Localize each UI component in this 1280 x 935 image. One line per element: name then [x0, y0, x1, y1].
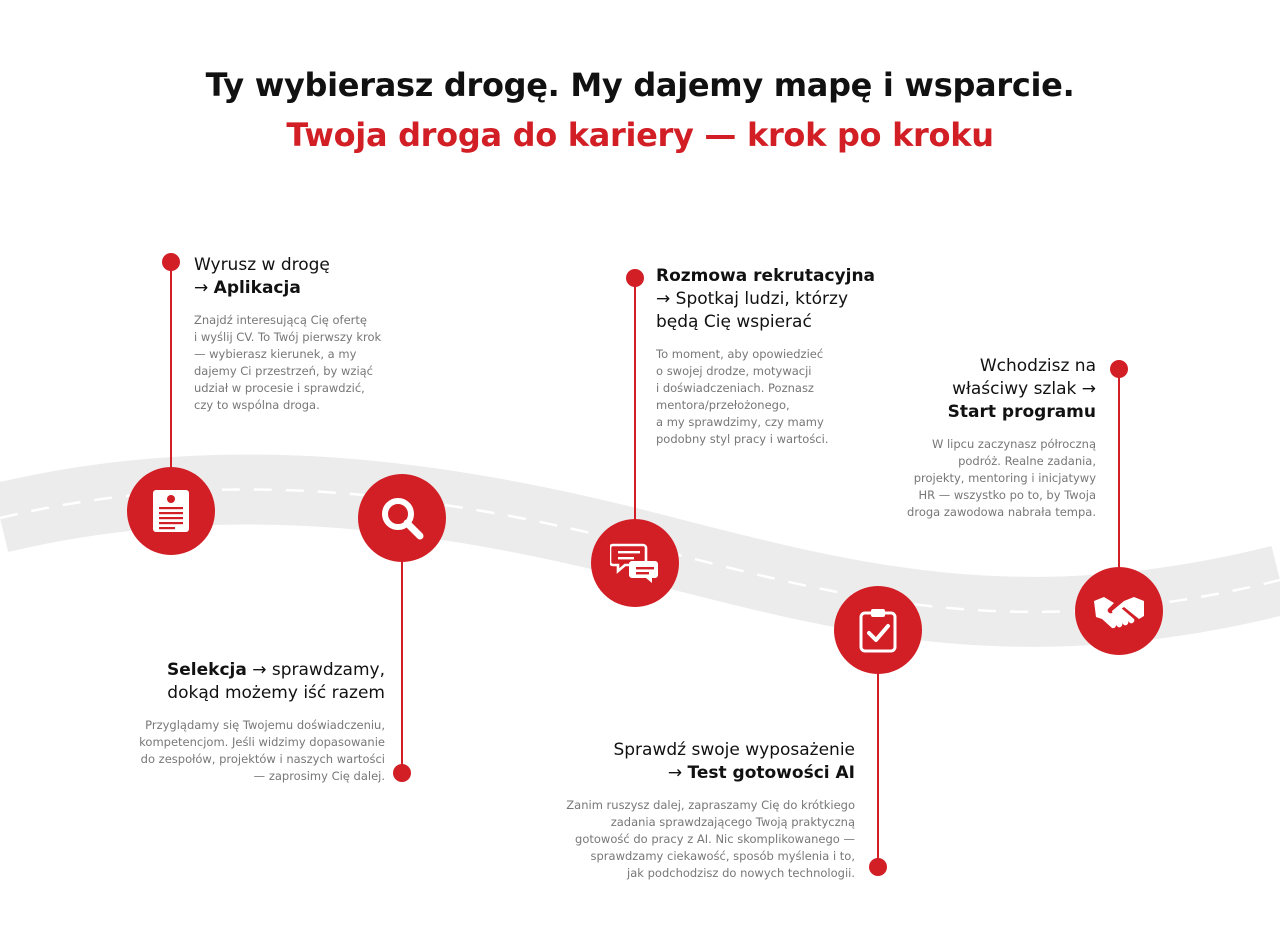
step2-desc-line: do zespołów, projektów i naszych wartości	[140, 752, 385, 766]
step2-text	[100, 659, 385, 785]
step5-desc-line: HR — wszystko po to, by Twoja	[918, 488, 1096, 502]
step4-text	[520, 739, 855, 882]
step4-title-bold: Test gotowości AI	[687, 763, 855, 783]
step1-desc-line: udział w procesie i sprawdzić,	[194, 381, 365, 395]
step1-circle	[127, 467, 215, 555]
step1-title-plain: Wyrusz w drogę	[194, 255, 330, 275]
handshake-icon	[1092, 591, 1146, 631]
step2-dot	[393, 764, 411, 782]
step5-desc-line: W lipcu zaczynasz półroczną	[931, 437, 1096, 451]
step3-desc-line: o swojej drodze, motywacji	[656, 364, 812, 378]
step5-description	[860, 436, 1096, 521]
step2-desc-line: kompetencjom. Jeśli widzimy dopasowanie	[139, 735, 385, 749]
step5-title-plain: Wchodzisz na	[979, 356, 1096, 376]
step5-desc-line: droga zawodowa nabrała tempa.	[907, 505, 1096, 519]
step4-desc-line: gotowość do pracy z AI. Nic skomplikowanego —	[575, 832, 855, 846]
step5-desc-line: projekty, mentoring i inicjatywy	[913, 471, 1096, 485]
step1-title-bold: Aplikacja	[213, 278, 301, 298]
step4-desc-line: zadania sprawdzającego Twoją praktyczną	[610, 815, 855, 829]
step3-circle	[591, 519, 679, 607]
clipboard-check-icon	[858, 607, 898, 653]
step2-title-plain: → sprawdzamy,	[246, 660, 385, 680]
step1-stem	[170, 262, 172, 472]
step4-desc-line: Zanim ruszysz dalej, zapraszamy Cię do krótkiego	[566, 798, 855, 812]
page-title: Ty wybierasz drogę. My dajemy mapę i wsparcie.	[205, 66, 1075, 104]
chat-bubbles-icon	[610, 541, 660, 585]
step5-text	[860, 355, 1096, 521]
document-icon	[151, 488, 191, 534]
step5-title-plain-2: właściwy szlak →	[952, 379, 1096, 399]
step2-circle	[358, 474, 446, 562]
step2-desc-line: — zaprosimy Cię dalej.	[253, 769, 385, 783]
step5-stem	[1118, 369, 1120, 569]
step3-title-plain: → Spotkaj ludzi, którzy	[656, 289, 849, 309]
step4-title-arrow: →	[667, 763, 688, 783]
step4-stem	[877, 672, 879, 866]
step1-desc-line: czy to wspólna droga.	[194, 398, 320, 412]
step1-desc-line: — wybierasz kierunek, a my	[194, 347, 357, 361]
step3-title	[656, 265, 896, 334]
step2-title-plain-2: dokąd możemy iść razem	[167, 683, 385, 703]
step5-title	[860, 355, 1096, 424]
step1-description	[194, 312, 424, 414]
step4-desc-line: sprawdzamy ciekawość, sposób myślenia i to,	[590, 849, 855, 863]
step4-title-plain: Sprawdź swoje wyposażenie	[613, 740, 855, 760]
step3-desc-line: podobny styl pracy i wartości.	[656, 432, 829, 446]
step3-desc-line: mentora/przełożonego,	[656, 398, 790, 412]
page-subtitle: Twoja droga do kariery — krok po kroku	[286, 116, 994, 154]
step2-description	[100, 717, 385, 785]
step1-desc-line: dajemy Ci przestrzeń, by wziąć	[194, 364, 374, 378]
step1-desc-line: Znajdź interesującą Cię ofertę	[194, 313, 367, 327]
step1-text	[194, 254, 424, 414]
step4-description	[520, 797, 855, 882]
magnifier-icon	[379, 495, 425, 541]
step2-title-bold: Selekcja	[167, 660, 247, 680]
step2-title	[100, 659, 385, 705]
step4-title	[520, 739, 855, 785]
step3-desc-line: i doświadczeniach. Poznasz	[656, 381, 814, 395]
step4-circle	[834, 586, 922, 674]
step4-desc-line: jak podchodzisz do nowych technologii.	[627, 866, 855, 880]
step3-title-bold: Rozmowa rekrutacyjna	[656, 266, 876, 286]
step3-title-plain-2: będą Cię wspierać	[656, 312, 812, 332]
step1-title	[194, 254, 424, 300]
step5-circle	[1075, 567, 1163, 655]
step4-dot	[869, 858, 887, 876]
step5-title-bold: Start programu	[947, 402, 1096, 422]
step3-stem	[634, 278, 636, 523]
step1-desc-line: i wyślij CV. To Twój pierwszy krok	[194, 330, 382, 344]
step3-desc-line: To moment, aby opowiedzieć	[656, 347, 824, 361]
step1-title-arrow: →	[194, 278, 214, 298]
step2-stem	[401, 560, 403, 770]
step2-desc-line: Przyglądamy się Twojemu doświadczeniu,	[145, 718, 385, 732]
step5-desc-line: podróż. Realne zadania,	[958, 454, 1096, 468]
step3-desc-line: a my sprawdzimy, czy mamy	[656, 415, 824, 429]
